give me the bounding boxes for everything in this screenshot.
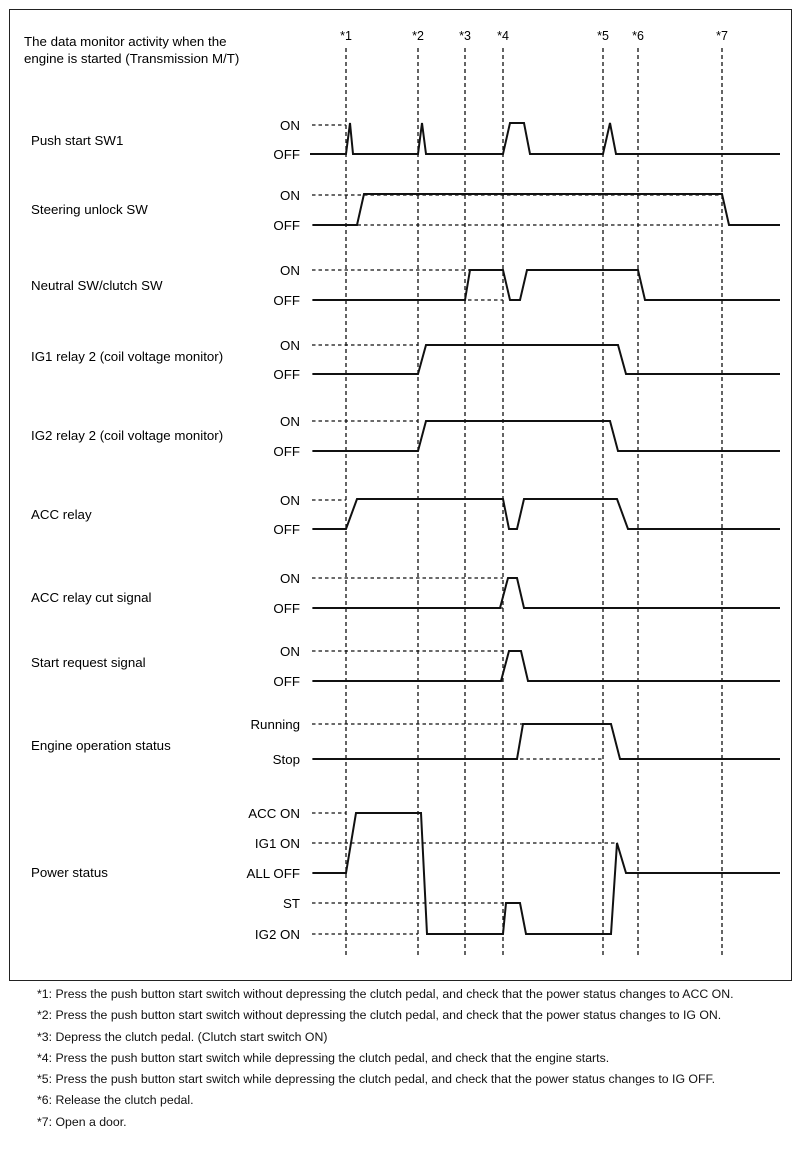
waveform-power-status <box>313 813 780 934</box>
level-label-neutral-sw-clutch-sw-1: ON <box>280 263 300 278</box>
note-2: *2: Press the push button start switch without depressing the clutch pedal, and check that the power status changes to IG ON. <box>37 1008 722 1023</box>
level-label-steering-unlock-sw-1: ON <box>280 188 300 203</box>
signal-name-push-start-sw1: Push start SW1 <box>31 133 124 148</box>
level-label-ig2-relay-2-coil-voltage-monitor-1: ON <box>280 414 300 429</box>
level-label-acc-relay-cut-signal-2: OFF <box>273 601 300 616</box>
waveform-ig1-relay-2-coil-voltage-monitor <box>313 345 780 374</box>
marker-label-5: *5 <box>597 29 609 43</box>
level-label-engine-operation-status-1: Running <box>250 717 300 732</box>
note-5: *5: Press the push button start switch while depressing the clutch pedal, and check that the power status changes to IG OFF. <box>37 1072 716 1087</box>
level-label-power-status-1: ACC ON <box>248 806 300 821</box>
signal-name-engine-operation-status: Engine operation status <box>31 738 171 753</box>
level-label-start-request-signal-1: ON <box>280 644 300 659</box>
level-label-power-status-3: ALL OFF <box>246 866 300 881</box>
signal-name-neutral-sw-clutch-sw: Neutral SW/clutch SW <box>31 278 163 293</box>
level-label-power-status-2: IG1 ON <box>254 836 300 851</box>
waveform-acc-relay-cut-signal <box>313 578 780 608</box>
note-1: *1: Press the push button start switch without depressing the clutch pedal, and check that the power status changes to ACC ON. <box>37 987 734 1001</box>
level-label-ig1-relay-2-coil-voltage-monitor-2: OFF <box>273 367 300 382</box>
note-7: *7: Open a door. <box>37 1114 127 1129</box>
level-label-acc-relay-cut-signal-1: ON <box>280 571 300 586</box>
level-label-neutral-sw-clutch-sw-2: OFF <box>273 293 300 308</box>
signal-name-start-request-signal: Start request signal <box>31 655 146 670</box>
level-label-power-status-4: ST <box>283 896 300 911</box>
level-label-push-start-sw1-2: OFF <box>273 147 300 162</box>
level-label-ig2-relay-2-coil-voltage-monitor-2: OFF <box>273 444 300 459</box>
signal-name-acc-relay: ACC relay <box>31 507 92 522</box>
waveform-engine-operation-status <box>313 724 780 759</box>
notes-list <box>37 986 793 1135</box>
note-4: *4: Press the push button start switch while depressing the clutch pedal, and check that the engine starts. <box>37 1050 610 1065</box>
level-label-push-start-sw1-1: ON <box>280 118 300 133</box>
marker-label-6: *6 <box>632 29 644 43</box>
diagram-title-line-2: engine is started (Transmission M/T) <box>24 51 240 66</box>
waveform-start-request-signal <box>313 651 780 681</box>
level-label-acc-relay-1: ON <box>280 493 300 508</box>
waveform-steering-unlock-sw <box>313 194 780 225</box>
level-label-steering-unlock-sw-2: OFF <box>273 218 300 233</box>
time-markers <box>340 29 728 957</box>
level-label-ig1-relay-2-coil-voltage-monitor-1: ON <box>280 338 300 353</box>
signal-name-power-status: Power status <box>31 865 108 880</box>
waveform-acc-relay <box>313 499 780 529</box>
level-label-start-request-signal-2: OFF <box>273 674 300 689</box>
marker-label-3: *3 <box>459 29 471 43</box>
note-3: *3: Depress the clutch pedal. (Clutch start switch ON) <box>37 1029 328 1044</box>
marker-label-2: *2 <box>412 29 424 43</box>
marker-label-4: *4 <box>497 29 509 43</box>
diagram-title-line-1: The data monitor activity when the <box>24 34 227 49</box>
signal-labels <box>31 118 300 942</box>
signal-name-steering-unlock-sw: Steering unlock SW <box>31 202 148 217</box>
note-6: *6: Release the clutch pedal. <box>37 1093 194 1108</box>
marker-label-7: *7 <box>716 29 728 43</box>
level-label-engine-operation-status-2: Stop <box>272 752 300 767</box>
waveform-ig2-relay-2-coil-voltage-monitor <box>313 421 780 451</box>
signal-name-acc-relay-cut-signal: ACC relay cut signal <box>31 590 152 605</box>
signal-waveforms <box>310 123 780 934</box>
marker-label-1: *1 <box>340 29 352 43</box>
level-label-power-status-5: IG2 ON <box>254 927 300 942</box>
signal-name-ig2-relay-2-coil-voltage-monitor: IG2 relay 2 (coil voltage monitor) <box>31 428 224 443</box>
waveform-push-start-sw1 <box>310 123 780 154</box>
waveform-neutral-sw-clutch-sw <box>313 270 780 300</box>
signal-name-ig1-relay-2-coil-voltage-monitor: IG1 relay 2 (coil voltage monitor) <box>31 349 224 364</box>
level-label-acc-relay-2: OFF <box>273 522 300 537</box>
